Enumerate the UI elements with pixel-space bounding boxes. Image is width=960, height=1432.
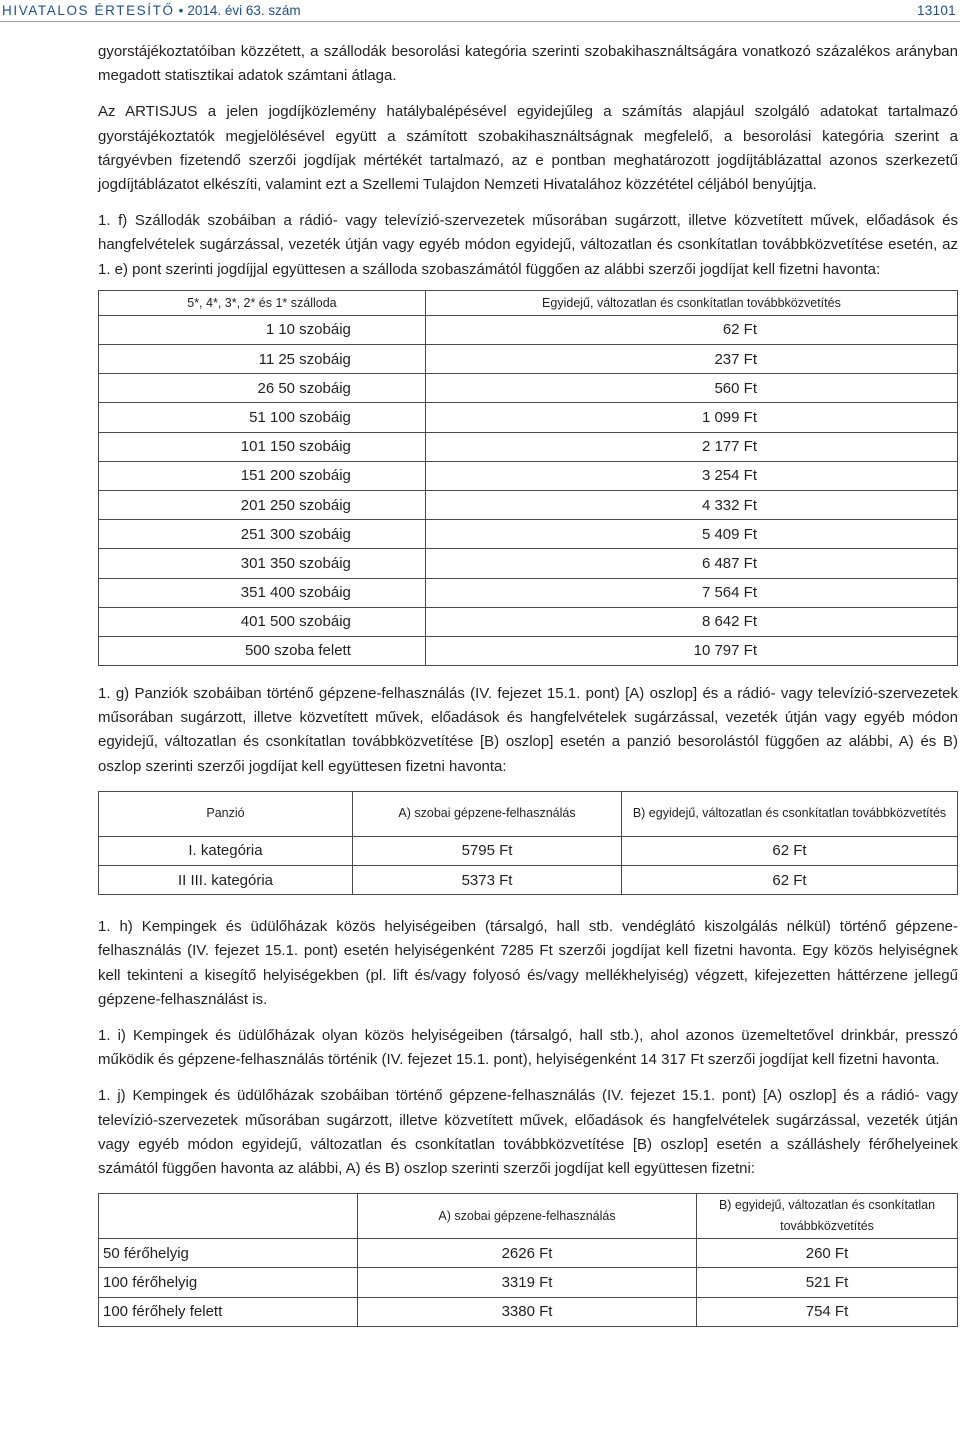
- table-row: [99, 432, 958, 461]
- paragraph-stat-average: gyorstájékoztatóiban közzétett, a szállodák besorolási kategória szerinti szobakihasználtságára vonatkozó százalékos arányban megadott statisztikai adatok számtani átlaga.: [98, 43, 958, 85]
- column-header-hotel-category: 5*, 4*, 3*, 2* és 1* szálloda: [99, 290, 426, 315]
- fee-a-cell: 3319 Ft: [358, 1268, 697, 1297]
- table-row: [99, 866, 958, 895]
- campsite-fee-table: [98, 1193, 958, 1327]
- fee-a-cell: 5795 Ft: [353, 836, 622, 865]
- column-header-room-music: A) szobai gépzene-felhasználás: [358, 1194, 697, 1239]
- room-range-cell: 500 szoba felett: [99, 636, 426, 665]
- fee-b-cell: 260 Ft: [697, 1239, 958, 1268]
- category-cell: I. kategória: [99, 836, 353, 865]
- room-range-cell: 11 25 szobáig: [99, 345, 426, 374]
- fee-cell: 3 254 Ft: [425, 461, 957, 490]
- issue-info: 2014. évi 63. szám: [187, 3, 301, 18]
- column-header-retransmission: Egyidejű, változatlan és csonkítatlan továbbközvetítés: [425, 290, 957, 315]
- table-row: [99, 461, 958, 490]
- room-range-cell: 51 100 szobáig: [99, 403, 426, 432]
- fee-b-cell: 754 Ft: [697, 1297, 958, 1326]
- column-header-retransmission: B) egyidejű, változatlan és csonkítatlan továbbközvetítés: [622, 791, 958, 836]
- fee-cell: 4 332 Ft: [425, 490, 957, 519]
- table-row: [99, 345, 958, 374]
- table-row: [99, 549, 958, 578]
- bullet-separator: •: [178, 3, 184, 18]
- table-row: [99, 578, 958, 607]
- room-range-cell: 401 500 szobáig: [99, 607, 426, 636]
- room-range-cell: 1 10 szobáig: [99, 315, 426, 344]
- table-row: [99, 403, 958, 432]
- fee-cell: 7 564 Ft: [425, 578, 957, 607]
- table-header-row: [99, 791, 958, 836]
- column-header-capacity: [99, 1194, 358, 1239]
- paragraph-1j-campsite-rooms: 1. j) Kempingek és üdülőházak szobáiban történő gépzene-felhasználás (IV. fejezet 15.1. pont) [A) oszlop] és a rádió- vagy televízió-szervezetek műsorában sugárzott, illetve közvetített művek, előadások és hangfelvételek sugárzással, vezeték útján vagy egyéb módon egyidejű, változatlan és csonkítatlan továbbközvetítése [B) oszlop] esetén a szálláshely férőhelyeinek számától függően havonta az alábbi, A) és B) oszlop szerinti szerzői jogdíjat kell együttesen fizetni:: [98, 1087, 958, 1178]
- table-header-row: [99, 290, 958, 315]
- column-header-retransmission: B) egyidejű, változatlan és csonkítatlan továbbközvetítés: [697, 1194, 958, 1239]
- category-cell: II III. kategória: [99, 866, 353, 895]
- page-number: 13101: [916, 3, 956, 18]
- table-row: [99, 836, 958, 865]
- fee-b-cell: 62 Ft: [622, 866, 958, 895]
- room-range-cell: 301 350 szobáig: [99, 549, 426, 578]
- fee-b-cell: 62 Ft: [622, 836, 958, 865]
- paragraph-1i-campsites-bar: 1. i) Kempingek és üdülőházak olyan közös helyiségeiben (társalgó, hall stb.), ahol azonos üzemeltetővel drinkbár, presszó működik és gépzene-felhasználás történik (IV. fejezet 15.1. pont), helyiségenként 14 317 Ft szerzői jogdíjat kell fizetni havonta.: [98, 1027, 958, 1069]
- table-row: [99, 374, 958, 403]
- table-row: [99, 1297, 958, 1326]
- document-body: [98, 40, 958, 1327]
- fee-a-cell: 2626 Ft: [358, 1239, 697, 1268]
- fee-cell: 560 Ft: [425, 374, 957, 403]
- paragraph-1h-campsites: 1. h) Kempingek és üdülőházak közös helyiségeiben (társalgó, hall stb. vendéglátó kiszolgálás nélkül) történő gépzene-felhasználás (IV. fejezet 15.1. pont) esetén helyiségenként 7285 Ft szerzői jogdíjat kell fizetni havonta. Egy közös helyiségnek kell tekinteni a kisegítő helyiségekben (pl. lift és/vagy folyosó és/vagy mellékhelyiség) végzett, kifejezetten háttérzene jellegű gépzene-felhasználást is.: [98, 918, 958, 1008]
- capacity-cell: 50 férőhelyig: [99, 1239, 358, 1268]
- column-header-pension: Panzió: [99, 791, 353, 836]
- fee-cell: 1 099 Ft: [425, 403, 957, 432]
- hotel-fee-table: [98, 290, 958, 666]
- room-range-cell: 151 200 szobáig: [99, 461, 426, 490]
- publication-name: HIVATALOS ÉRTESÍTŐ: [2, 3, 175, 18]
- table-row: [99, 490, 958, 519]
- fee-cell: 62 Ft: [425, 315, 957, 344]
- paragraph-1g-pensions: 1. g) Panziók szobáiban történő gépzene-felhasználás (IV. fejezet 15.1. pont) [A) oszlop] és a rádió- vagy televízió-szervezetek műsorában sugárzott, illetve közvetített művek, előadások és hangfelvételek sugárzással, vezeték útján vagy egyéb módon egyidejű, változatlan és csonkítatlan továbbközvetítése [B) oszlop] esetén a panzió besorolástól függően az alábbi, A) és B) oszlop szerinti szerzői jogdíjat kell együttesen fizetni havonta:: [98, 685, 958, 775]
- fee-cell: 10 797 Ft: [425, 636, 957, 665]
- room-range-cell: 201 250 szobáig: [99, 490, 426, 519]
- capacity-cell: 100 férőhely felett: [99, 1297, 358, 1326]
- fee-b-cell: 521 Ft: [697, 1268, 958, 1297]
- page-header: [0, 0, 960, 22]
- pension-fee-table: [98, 791, 958, 895]
- column-header-room-music: A) szobai gépzene-felhasználás: [353, 791, 622, 836]
- fee-cell: 8 642 Ft: [425, 607, 957, 636]
- fee-cell: 2 177 Ft: [425, 432, 957, 461]
- table-row: [99, 1268, 958, 1297]
- header-rule: [0, 21, 960, 22]
- table-row: [99, 607, 958, 636]
- table-row: [99, 520, 958, 549]
- table-row: [99, 1239, 958, 1268]
- table-row: [99, 315, 958, 344]
- room-range-cell: 351 400 szobáig: [99, 578, 426, 607]
- room-range-cell: 26 50 szobáig: [99, 374, 426, 403]
- fee-a-cell: 3380 Ft: [358, 1297, 697, 1326]
- paragraph-artisjus: Az ARTISJUS a jelen jogdíjközlemény hatálybalépésével egyidejűleg a számítás alapjául szolgáló adatokat tartalmazó gyorstájékoztatók megjelölésével együtt a számított szobakihasználtságnak megfelelő, a besorolási kategória szerint a tárgyévben fizetendő szerzői jogdíjak mértékét tartalmazó, az e pontban meghatározott jogdíjtáblázattal azonos szerkezetű jogdíjtáblázatot elkészíti, valamint ezt a Szellemi Tulajdon Nemzeti Hivatalához közzététel céljából benyújtja.: [98, 103, 958, 194]
- publication-title: [2, 3, 301, 18]
- table-row: [99, 636, 958, 665]
- capacity-cell: 100 férőhelyig: [99, 1268, 358, 1297]
- table-header-row: [99, 1194, 958, 1239]
- paragraph-1f-hotels: 1. f) Szállodák szobáiban a rádió- vagy televízió-szervezetek műsorában sugárzott, illetve közvetített művek, előadások és hangfelvételek sugárzással, vezeték útján vagy egyéb módon egyidejű, változatlan és csonkítatlan továbbközvetítése esetén, az 1. e) pont szerinti jogdíjjal együttesen a szálloda szobaszámától függően az alábbi szerzői jogdíjat kell fizetni havonta:: [98, 212, 958, 278]
- room-range-cell: 101 150 szobáig: [99, 432, 426, 461]
- fee-cell: 237 Ft: [425, 345, 957, 374]
- fee-a-cell: 5373 Ft: [353, 866, 622, 895]
- room-range-cell: 251 300 szobáig: [99, 520, 426, 549]
- fee-cell: 5 409 Ft: [425, 520, 957, 549]
- fee-cell: 6 487 Ft: [425, 549, 957, 578]
